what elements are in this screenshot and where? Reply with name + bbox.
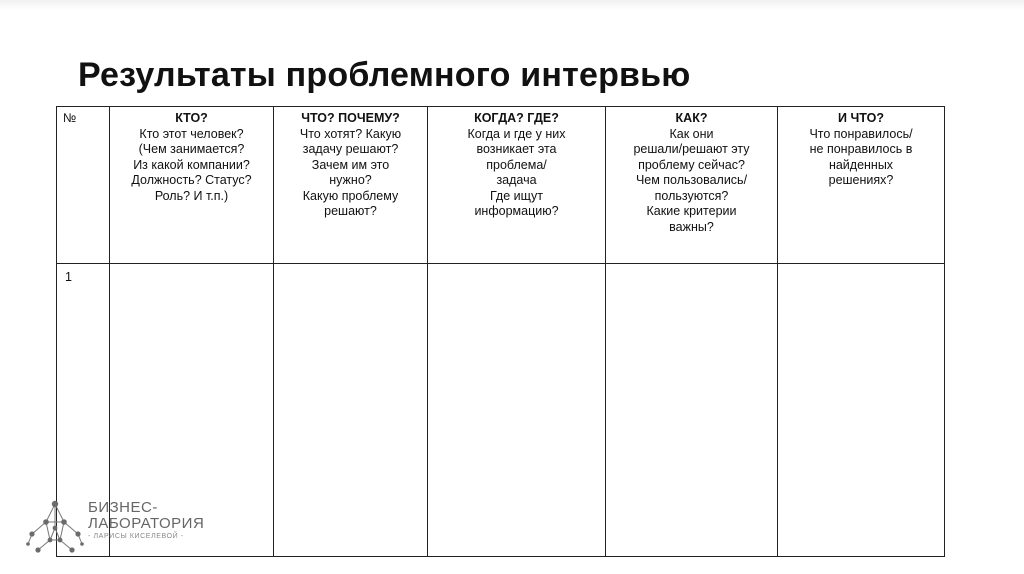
- table-cell-when-where[interactable]: [428, 264, 606, 557]
- column-question: решениях?: [828, 173, 894, 187]
- column-header-when-where: [428, 107, 606, 264]
- column-header-who: [110, 107, 274, 264]
- column-question: Должность? Статус?: [131, 173, 252, 187]
- top-edge: [0, 0, 1024, 10]
- column-question: Какие критерии: [646, 204, 737, 218]
- network-logo-icon: [24, 496, 86, 556]
- column-question: Как они: [669, 126, 714, 141]
- column-title: КТО?: [175, 111, 208, 125]
- column-question: Какую проблему: [302, 188, 399, 203]
- column-question: нужно?: [329, 173, 372, 187]
- number-column-header: №: [57, 107, 110, 264]
- column-question: не понравилось в: [809, 142, 913, 156]
- table-cell-what-why[interactable]: [274, 264, 428, 557]
- column-question: найденных: [828, 157, 894, 172]
- column-title: ЧТО? ПОЧЕМУ?: [301, 111, 400, 125]
- column-header-what-why: [274, 107, 428, 264]
- table-cell-so-what[interactable]: [778, 264, 945, 557]
- logo-line-business: БИЗНЕС-: [88, 499, 158, 516]
- column-question: Когда и где у них: [467, 126, 566, 141]
- column-question: Зачем им это: [311, 157, 390, 172]
- logo-text: [88, 500, 204, 541]
- column-question: Из какой компании?: [133, 157, 250, 172]
- column-question: пользуются?: [654, 188, 729, 203]
- column-question: Что хотят? Какую: [299, 126, 402, 141]
- column-question: задача: [496, 173, 537, 187]
- column-title: КАК?: [675, 111, 708, 125]
- logo-line-laboratory: ЛАБОРАТОРИЯ: [88, 515, 205, 532]
- column-question: Роль? И т.п.): [154, 188, 229, 203]
- column-question: Чем пользовались/: [635, 173, 748, 187]
- column-question: проблему сейчас?: [638, 157, 745, 172]
- column-question: (Чем занимается?: [138, 142, 245, 156]
- column-question: решали/решают эту: [633, 142, 750, 156]
- column-title: КОГДА? ГДЕ?: [474, 111, 559, 125]
- column-question: возникает эта: [476, 142, 557, 156]
- table-header-row: [57, 107, 945, 264]
- column-question: задачу решают?: [302, 142, 399, 156]
- logo-line-owner: - ЛАРИСЫ КИСЕЛЕВОЙ -: [88, 533, 184, 540]
- column-question: проблема/: [486, 157, 547, 172]
- row-number-cell: 1: [57, 264, 110, 557]
- column-title: И ЧТО?: [838, 111, 884, 125]
- column-header-how: [606, 107, 778, 264]
- column-question: важны?: [669, 219, 714, 234]
- column-question: информацию?: [474, 204, 559, 218]
- column-question: Что понравилось/: [809, 126, 913, 141]
- column-question: решают?: [324, 204, 377, 218]
- slide-title: Результаты проблемного интервью: [78, 56, 691, 94]
- interview-results-table: [56, 106, 945, 557]
- column-question: Где ищут: [489, 188, 544, 203]
- column-question: Кто этот человек?: [139, 126, 244, 141]
- table-cell-how[interactable]: [606, 264, 778, 557]
- column-header-so-what: [778, 107, 945, 264]
